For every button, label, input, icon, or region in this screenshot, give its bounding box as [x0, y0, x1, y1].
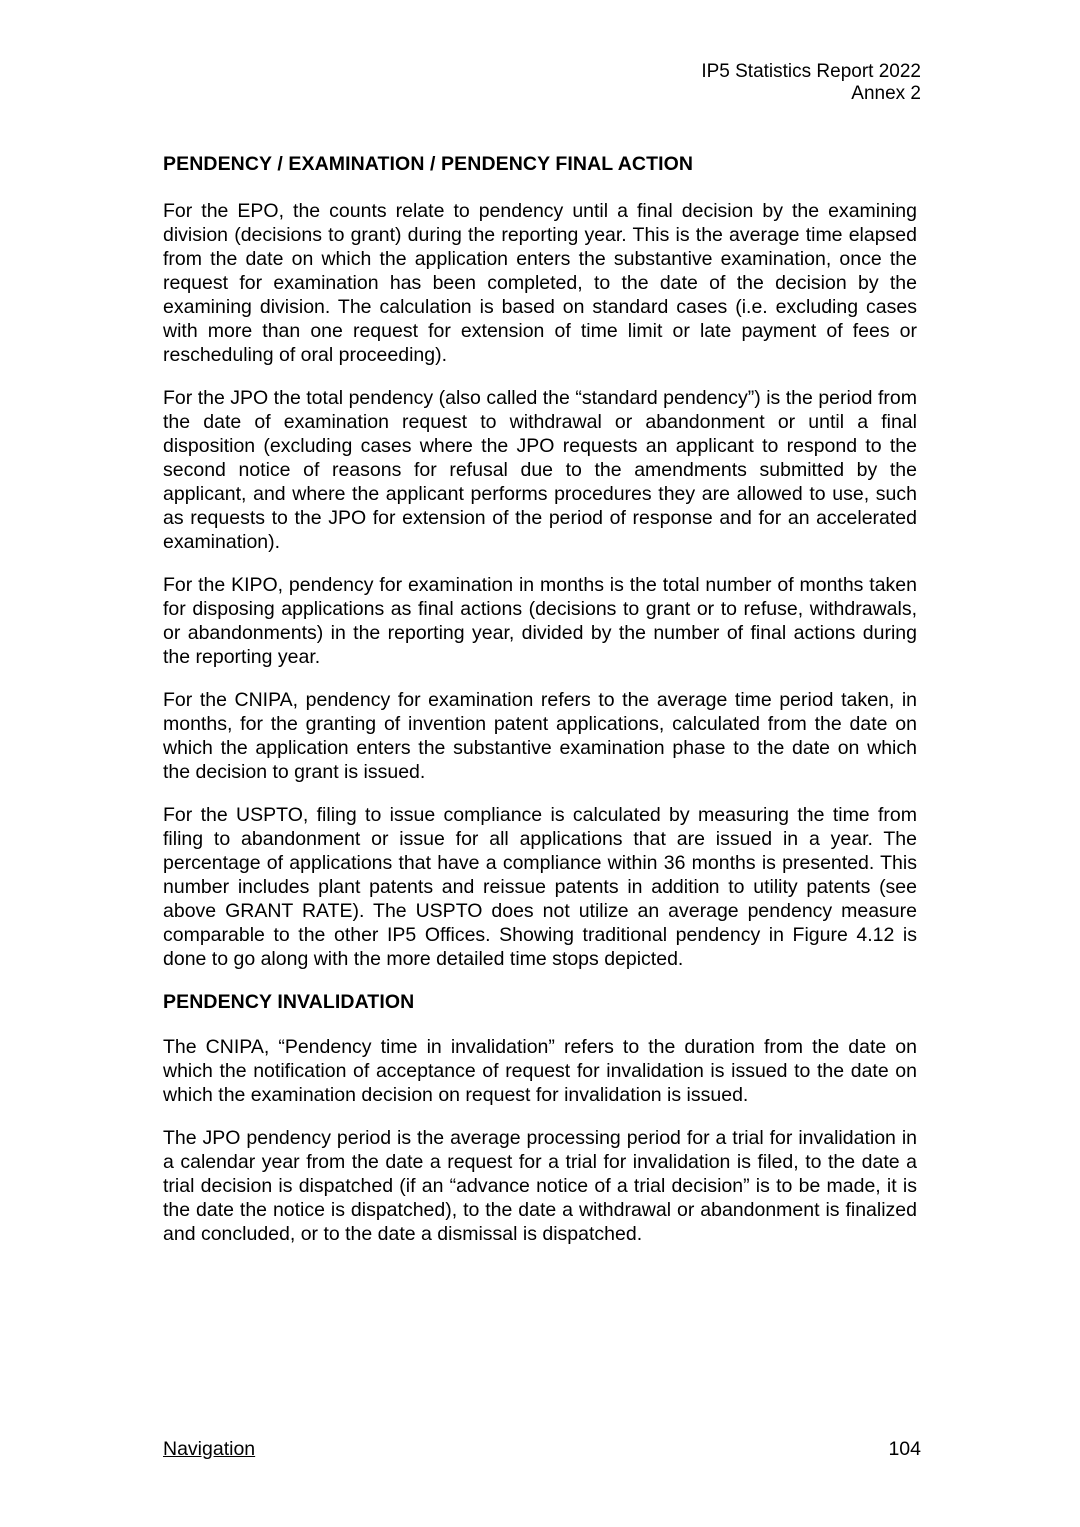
- section-heading-pendency-invalidation: PENDENCY INVALIDATION: [163, 991, 415, 1013]
- paragraph-cnipa: For the CNIPA, pendency for examination refers to the average time period taken, in months, for the granting of invention patent applications, calculated from the date on which the application enters the substantive examination phase to the date on which the decision to grant is issued.: [163, 689, 917, 783]
- paragraph-jpo-invalidation: The JPO pendency period is the average processing period for a trial for invalidation in a calendar year from the date a request for a trial for invalidation is filed, to the date a trial decision is dispatched (if an “advance notice of a trial decision” is to be made, it is the date the notice is dispatched), to the date a withdrawal or abandonment is finalized and concluded, or to the date a dismissal is dispatched.: [163, 1127, 917, 1245]
- page-footer: [163, 1437, 921, 1461]
- page-number: 104: [888, 1438, 921, 1460]
- paragraph-epo: For the EPO, the counts relate to pendency until a final decision by the examining division (decisions to grant) during the reporting year. This is the average time elapsed from the date on which the application enters the substantive examination, once the request for examination has been completed, to the date of the decision by the examining division. The calculation is based on standard cases (i.e. excluding cases with more than one request for extension of time limit or late payment of fees or rescheduling of oral proceeding).: [163, 200, 917, 366]
- section-heading-pendency-examination: PENDENCY / EXAMINATION / PENDENCY FINAL ACTION: [163, 153, 694, 175]
- page-header: [701, 61, 921, 105]
- paragraph-kipo: For the KIPO, pendency for examination in months is the total number of months taken for disposing applications as final actions (decisions to grant or to refuse, withdrawals, or abandonments) in the reporting year, divided by the number of final actions during the reporting year.: [163, 574, 917, 668]
- paragraph-jpo: For the JPO the total pendency (also called the “standard pendency”) is the period from the date of examination request to withdrawal or abandonment or until a final disposition (excluding cases where the JPO requests an applicant to respond to the second notice of reasons for refusal due to the amendments submitted by the applicant, and where the applicant performs procedures they are allowed to use, such as requests to the JPO for extension of the period of response and for an accelerated examination).: [163, 387, 917, 553]
- navigation-link[interactable]: Navigation: [163, 1438, 256, 1460]
- annex-label: Annex 2: [851, 83, 921, 104]
- report-title: IP5 Statistics Report 2022: [701, 61, 921, 82]
- paragraph-uspto: For the USPTO, filing to issue compliance is calculated by measuring the time from filing to abandonment or issue for all applications that are issued in a year. The percentage of applications that have a compliance within 36 months is presented. This number includes plant patents and reissue patents in addition to utility patents (see above GRANT RATE). The USPTO does not utilize an average pendency measure comparable to the other IP5 Offices. Showing traditional pendency in Figure 4.12 is done to go along with the more detailed time stops depicted.: [163, 804, 917, 970]
- document-body: [163, 152, 917, 1265]
- paragraph-cnipa-invalidation: The CNIPA, “Pendency time in invalidation” refers to the duration from the date on which the notification of acceptance of request for invalidation is issued to the date on which the examination decision on request for invalidation is issued.: [163, 1036, 917, 1106]
